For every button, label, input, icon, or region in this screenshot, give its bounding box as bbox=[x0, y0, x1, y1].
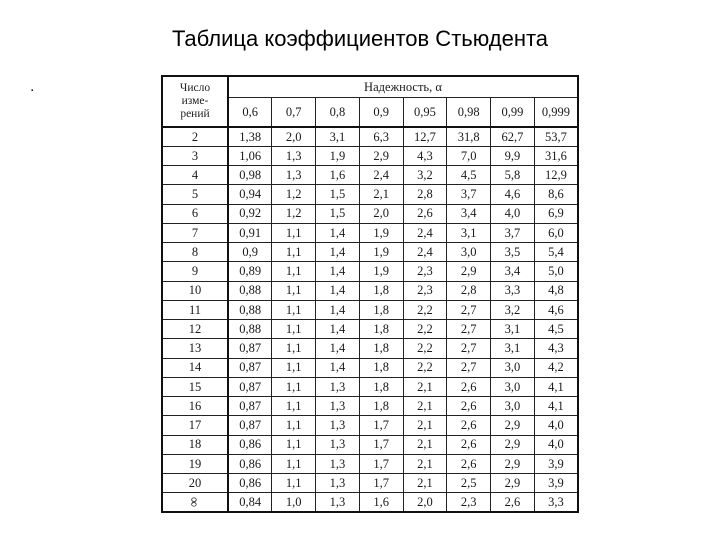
coefficient-cell: 3,0 bbox=[491, 377, 535, 396]
coefficient-cell: 2,9 bbox=[491, 474, 535, 493]
coefficient-cell: 1,3 bbox=[316, 435, 360, 454]
table-row bbox=[162, 339, 578, 358]
coefficient-cell: 1,1 bbox=[272, 243, 316, 262]
measurement-count-cell: 10 bbox=[162, 281, 228, 300]
coefficient-cell: 1,4 bbox=[316, 281, 360, 300]
measurement-count-cell: 4 bbox=[162, 166, 228, 185]
coefficient-cell: 62,7 bbox=[491, 127, 535, 146]
coefficient-cell: 1,5 bbox=[316, 185, 360, 204]
coefficient-cell: 2,6 bbox=[447, 397, 491, 416]
measurement-count-cell: 2 bbox=[162, 127, 228, 146]
measurement-count-cell: 18 bbox=[162, 435, 228, 454]
table-row bbox=[162, 300, 578, 319]
coefficient-cell: 3,9 bbox=[534, 454, 578, 473]
coefficient-cell: 1,4 bbox=[316, 243, 360, 262]
coefficient-cell: 2,0 bbox=[359, 204, 403, 223]
measurement-count-cell: 13 bbox=[162, 339, 228, 358]
coefficient-cell: 2,1 bbox=[403, 416, 447, 435]
coefficient-cell: 1,1 bbox=[272, 262, 316, 281]
measurement-count-cell: 20 bbox=[162, 474, 228, 493]
alpha-header-cell: 0,99 bbox=[491, 97, 535, 127]
n-header-line-1: Число bbox=[179, 81, 211, 94]
alpha-header-cell: 0,7 bbox=[272, 97, 316, 127]
coefficient-cell: 4,3 bbox=[534, 339, 578, 358]
coefficient-cell: 4,0 bbox=[534, 416, 578, 435]
coefficient-cell: 4,1 bbox=[534, 377, 578, 396]
table-row bbox=[162, 454, 578, 473]
coefficient-cell: 1,8 bbox=[359, 397, 403, 416]
coefficient-cell: 3,1 bbox=[491, 339, 535, 358]
table-row bbox=[162, 281, 578, 300]
coefficient-cell: 1,0 bbox=[272, 493, 316, 512]
coefficient-cell: 1,2 bbox=[272, 204, 316, 223]
coefficient-cell: 1,4 bbox=[316, 300, 360, 319]
coefficient-cell: 0,88 bbox=[228, 300, 272, 319]
coefficient-cell: 12,9 bbox=[534, 166, 578, 185]
coefficient-cell: 3,2 bbox=[403, 166, 447, 185]
table-row bbox=[162, 262, 578, 281]
table-row bbox=[162, 127, 578, 146]
coefficient-cell: 1,1 bbox=[272, 300, 316, 319]
coefficient-cell: 2,1 bbox=[403, 377, 447, 396]
coefficient-cell: 0,98 bbox=[228, 166, 272, 185]
coefficient-cell: 1,3 bbox=[316, 493, 360, 512]
alpha-header-cell: 0,98 bbox=[447, 97, 491, 127]
coefficient-cell: 3,5 bbox=[491, 243, 535, 262]
coefficient-cell: 1,1 bbox=[272, 454, 316, 473]
coefficient-cell: 6,9 bbox=[534, 204, 578, 223]
coefficient-cell: 1,1 bbox=[272, 397, 316, 416]
coefficient-cell: 9,9 bbox=[491, 146, 535, 165]
coefficient-cell: 2,1 bbox=[359, 185, 403, 204]
coefficient-cell: 1,4 bbox=[316, 223, 360, 242]
coefficient-cell: 2,6 bbox=[491, 493, 535, 512]
table-row bbox=[162, 166, 578, 185]
coefficient-cell: 1,7 bbox=[359, 435, 403, 454]
coefficient-cell: 3,7 bbox=[491, 223, 535, 242]
coefficient-cell: 1,9 bbox=[359, 243, 403, 262]
coefficient-cell: 2,1 bbox=[403, 397, 447, 416]
coefficient-cell: 0,89 bbox=[228, 262, 272, 281]
student-coefficient-table bbox=[161, 75, 579, 513]
coefficient-cell: 31,8 bbox=[447, 127, 491, 146]
coefficient-cell: 2,7 bbox=[447, 320, 491, 339]
coefficient-cell: 4,0 bbox=[491, 204, 535, 223]
coefficient-cell: 4,0 bbox=[534, 435, 578, 454]
coefficient-cell: 1,4 bbox=[316, 339, 360, 358]
coefficient-cell: 2,2 bbox=[403, 300, 447, 319]
coefficient-cell: 2,0 bbox=[272, 127, 316, 146]
coefficient-cell: 0,94 bbox=[228, 185, 272, 204]
coefficient-cell: 1,9 bbox=[359, 223, 403, 242]
coefficient-cell: 8,6 bbox=[534, 185, 578, 204]
table-row bbox=[162, 185, 578, 204]
n-header-line-3: рений bbox=[180, 108, 210, 121]
measurement-count-cell: 17 bbox=[162, 416, 228, 435]
coefficient-cell: 2,8 bbox=[403, 185, 447, 204]
measurement-count-cell: 9 bbox=[162, 262, 228, 281]
coefficient-cell: 3,4 bbox=[491, 262, 535, 281]
coefficient-cell: 0,92 bbox=[228, 204, 272, 223]
coefficient-cell: 0,87 bbox=[228, 397, 272, 416]
table-row bbox=[162, 397, 578, 416]
coefficient-cell: 5,8 bbox=[491, 166, 535, 185]
coefficient-cell: 0,87 bbox=[228, 416, 272, 435]
coefficient-cell: 1,7 bbox=[359, 474, 403, 493]
measurement-count-cell: 7 bbox=[162, 223, 228, 242]
coefficient-cell: 1,3 bbox=[272, 166, 316, 185]
coefficient-cell: 2,9 bbox=[447, 262, 491, 281]
coefficient-cell: 2,8 bbox=[447, 281, 491, 300]
measurement-count-cell: 15 bbox=[162, 377, 228, 396]
bullet-point: . bbox=[30, 78, 35, 95]
coefficient-cell: 1,1 bbox=[272, 339, 316, 358]
coefficient-cell: 0,84 bbox=[228, 493, 272, 512]
coefficient-cell: 2,4 bbox=[403, 223, 447, 242]
coefficient-cell: 4,3 bbox=[403, 146, 447, 165]
alpha-header-cell: 0,6 bbox=[228, 97, 272, 127]
coefficient-cell: 1,1 bbox=[272, 474, 316, 493]
coefficient-cell: 1,1 bbox=[272, 281, 316, 300]
coefficient-cell: 12,7 bbox=[403, 127, 447, 146]
slide-title: Таблица коэффициентов Стьюдента bbox=[171, 26, 549, 51]
coefficient-cell: 1,06 bbox=[228, 146, 272, 165]
coefficient-cell: 5,0 bbox=[534, 262, 578, 281]
coefficient-cell: 1,38 bbox=[228, 127, 272, 146]
coefficient-cell: 2,3 bbox=[403, 281, 447, 300]
table-row bbox=[162, 435, 578, 454]
coefficient-cell: 4,6 bbox=[534, 300, 578, 319]
coefficient-cell: 3,1 bbox=[447, 223, 491, 242]
table-row bbox=[162, 358, 578, 377]
coefficient-cell: 6,0 bbox=[534, 223, 578, 242]
table-row bbox=[162, 320, 578, 339]
coefficient-cell: 1,9 bbox=[359, 262, 403, 281]
measurement-count-cell bbox=[162, 493, 228, 512]
coefficient-cell: 31,6 bbox=[534, 146, 578, 165]
coefficient-cell: 0,86 bbox=[228, 474, 272, 493]
table-row bbox=[162, 474, 578, 493]
measurement-count-cell: 19 bbox=[162, 454, 228, 473]
coefficient-cell: 2,7 bbox=[447, 300, 491, 319]
measurement-count-cell: 14 bbox=[162, 358, 228, 377]
coefficient-cell: 5,4 bbox=[534, 243, 578, 262]
coefficient-cell: 1,2 bbox=[272, 185, 316, 204]
coefficient-cell: 2,9 bbox=[491, 416, 535, 435]
coefficient-cell: 1,3 bbox=[272, 146, 316, 165]
coefficient-cell: 1,8 bbox=[359, 320, 403, 339]
n-column-header bbox=[162, 76, 228, 127]
coefficient-cell: 2,2 bbox=[403, 320, 447, 339]
coefficient-cell: 1,1 bbox=[272, 320, 316, 339]
coefficient-cell: 0,91 bbox=[228, 223, 272, 242]
coefficient-cell: 2,6 bbox=[447, 435, 491, 454]
coefficient-cell: 3,3 bbox=[534, 493, 578, 512]
coefficient-cell: 1,1 bbox=[272, 435, 316, 454]
coefficient-cell: 7,0 bbox=[447, 146, 491, 165]
coefficient-cell: 3,1 bbox=[491, 320, 535, 339]
coefficient-cell: 2,9 bbox=[359, 146, 403, 165]
coefficient-cell: 3,9 bbox=[534, 474, 578, 493]
coefficient-cell: 1,4 bbox=[316, 320, 360, 339]
coefficient-cell: 2,2 bbox=[403, 339, 447, 358]
coefficient-cell: 1,1 bbox=[272, 358, 316, 377]
measurement-count-cell: 8 bbox=[162, 243, 228, 262]
coefficient-cell: 4,5 bbox=[447, 166, 491, 185]
table-row bbox=[162, 493, 578, 512]
coefficient-cell: 2,6 bbox=[447, 454, 491, 473]
coefficient-cell: 0,86 bbox=[228, 435, 272, 454]
coefficient-cell: 0,87 bbox=[228, 339, 272, 358]
coefficient-cell: 4,5 bbox=[534, 320, 578, 339]
coefficient-cell: 2,0 bbox=[403, 493, 447, 512]
alpha-header-cell: 0,9 bbox=[359, 97, 403, 127]
coefficient-cell: 1,3 bbox=[316, 454, 360, 473]
coefficient-cell: 1,8 bbox=[359, 281, 403, 300]
coefficient-cell: 53,7 bbox=[534, 127, 578, 146]
coefficient-cell: 3,2 bbox=[491, 300, 535, 319]
table-row bbox=[162, 377, 578, 396]
coefficient-cell: 1,4 bbox=[316, 262, 360, 281]
table-row bbox=[162, 416, 578, 435]
coefficient-cell: 1,3 bbox=[316, 397, 360, 416]
coefficient-cell: 3,0 bbox=[447, 243, 491, 262]
measurement-count-cell: 5 bbox=[162, 185, 228, 204]
table-row bbox=[162, 223, 578, 242]
coefficient-cell: 1,8 bbox=[359, 358, 403, 377]
alpha-header-cell: 0,95 bbox=[403, 97, 447, 127]
coefficient-cell: 3,3 bbox=[491, 281, 535, 300]
coefficient-cell: 4,2 bbox=[534, 358, 578, 377]
coefficient-cell: 1,1 bbox=[272, 416, 316, 435]
coefficient-cell: 2,1 bbox=[403, 474, 447, 493]
n-header-line-2: изме- bbox=[181, 94, 209, 107]
coefficient-cell: 1,1 bbox=[272, 377, 316, 396]
measurement-count-cell: 12 bbox=[162, 320, 228, 339]
coefficient-cell: 2,4 bbox=[403, 243, 447, 262]
coefficient-cell: 0,9 bbox=[228, 243, 272, 262]
alpha-header-cell: 0,999 bbox=[534, 97, 578, 127]
measurement-count-cell: 11 bbox=[162, 300, 228, 319]
coefficient-cell: 0,87 bbox=[228, 377, 272, 396]
measurement-count-cell: 3 bbox=[162, 146, 228, 165]
coefficient-cell: 0,88 bbox=[228, 320, 272, 339]
coefficient-cell: 1,8 bbox=[359, 377, 403, 396]
coefficient-cell: 2,9 bbox=[491, 454, 535, 473]
coefficient-cell: 2,6 bbox=[447, 416, 491, 435]
infinity-symbol: ∞ bbox=[186, 497, 202, 508]
table-row bbox=[162, 243, 578, 262]
coefficient-cell: 1,3 bbox=[316, 474, 360, 493]
coefficient-cell: 2,1 bbox=[403, 435, 447, 454]
coefficient-cell: 4,1 bbox=[534, 397, 578, 416]
coefficient-cell: 4,6 bbox=[491, 185, 535, 204]
coefficient-cell: 2,3 bbox=[447, 493, 491, 512]
coefficient-cell: 3,0 bbox=[491, 358, 535, 377]
coefficient-cell: 1,5 bbox=[316, 204, 360, 223]
measurement-count-cell: 16 bbox=[162, 397, 228, 416]
coefficient-cell: 0,87 bbox=[228, 358, 272, 377]
coefficient-cell: 2,5 bbox=[447, 474, 491, 493]
coefficient-cell: 2,3 bbox=[403, 262, 447, 281]
coefficient-cell: 2,6 bbox=[403, 204, 447, 223]
coefficient-cell: 2,7 bbox=[447, 358, 491, 377]
coefficient-cell: 6,3 bbox=[359, 127, 403, 146]
reliability-header: Надежность, α bbox=[228, 76, 578, 97]
coefficient-cell: 0,88 bbox=[228, 281, 272, 300]
table-row bbox=[162, 146, 578, 165]
coefficient-cell: 3,1 bbox=[316, 127, 360, 146]
table-row bbox=[162, 204, 578, 223]
coefficient-cell: 2,6 bbox=[447, 377, 491, 396]
coefficient-cell: 2,7 bbox=[447, 339, 491, 358]
coefficient-cell: 1,6 bbox=[359, 493, 403, 512]
coefficient-cell: 0,86 bbox=[228, 454, 272, 473]
coefficient-cell: 2,9 bbox=[491, 435, 535, 454]
measurement-count-cell: 6 bbox=[162, 204, 228, 223]
coefficient-cell: 1,8 bbox=[359, 339, 403, 358]
coefficient-cell: 1,4 bbox=[316, 358, 360, 377]
coefficient-cell: 2,1 bbox=[403, 454, 447, 473]
coefficient-cell: 1,1 bbox=[272, 223, 316, 242]
coefficient-cell: 1,6 bbox=[316, 166, 360, 185]
coefficient-cell: 3,4 bbox=[447, 204, 491, 223]
coefficient-cell: 1,8 bbox=[359, 300, 403, 319]
coefficient-cell: 1,7 bbox=[359, 454, 403, 473]
coefficient-cell: 2,4 bbox=[359, 166, 403, 185]
alpha-header-cell: 0,8 bbox=[316, 97, 360, 127]
coefficient-cell: 2,2 bbox=[403, 358, 447, 377]
coefficient-cell: 1,3 bbox=[316, 416, 360, 435]
coefficient-cell: 1,7 bbox=[359, 416, 403, 435]
coefficient-cell: 3,0 bbox=[491, 397, 535, 416]
coefficient-cell: 1,9 bbox=[316, 146, 360, 165]
coefficient-cell: 4,8 bbox=[534, 281, 578, 300]
coefficient-cell: 3,7 bbox=[447, 185, 491, 204]
coefficient-cell: 1,3 bbox=[316, 377, 360, 396]
